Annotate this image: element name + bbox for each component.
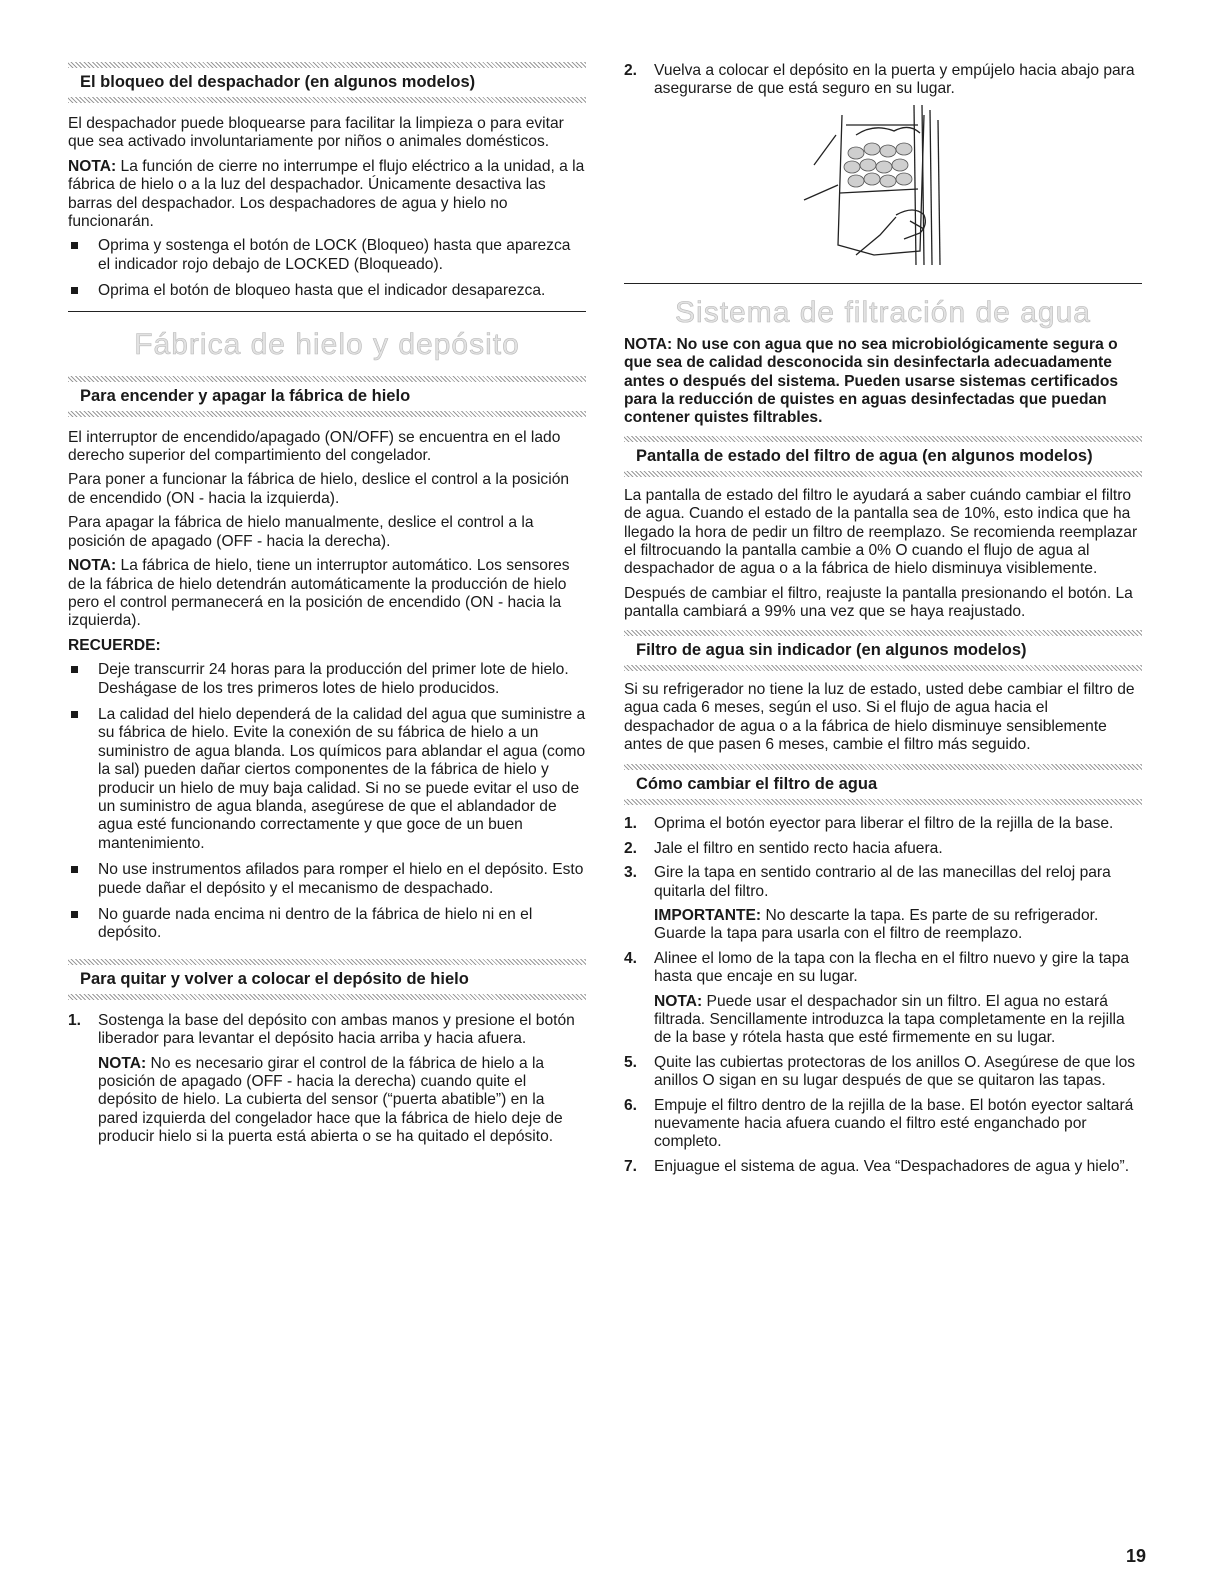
step-note: NOTA: Puede usar el despachador sin un filtro. El agua no estará filtrada. Sencillamente introduzca la tapa completamente en la rejilla de la base y rótela hasta que esté firmemente en su lugar.	[654, 992, 1125, 1047]
ice-bin-illustration	[624, 105, 1142, 265]
list-item: 5. Quite las cubiertas protectoras de los anillos O. Asegúrese de que los anillos O sigan en su lugar después de que se quitaron las tapas.	[624, 1053, 1136, 1090]
ice-bin-drawing	[624, 105, 1142, 265]
lock-paragraph: El despachador puede bloquearse para facilitar la limpieza o para evitar que sea activado involuntariamente por niños o animales domésticos.	[68, 115, 564, 151]
list-item: Oprima y sostenga el botón de LOCK (Bloqueo) hasta que aparezca el indicador rojo debajo de LOCKED (Bloqueado).	[68, 237, 586, 274]
change-steps	[624, 815, 1142, 1176]
onoff-heading: Para encender y apagar la fábrica de hielo	[80, 386, 411, 405]
lock-heading: El bloqueo del despachador (en algunos modelos)	[80, 73, 476, 91]
section-shade	[624, 665, 1142, 671]
bin-note: NOTA: No es necesario girar el control de la fábrica de hielo a la posición de apagado (OFF - hacia la derecha) cuando quite el depósito de hielo. La cubierta del sensor (“puerta abatible”) en la pared izquierda del congelador hace que la fábrica de hielo deje de producir hielo si la puerta está abierta o se ha quitado el depósito.	[98, 1054, 563, 1146]
section-shade	[68, 994, 586, 1000]
list-item: 3. Gire la tapa en sentido contrario al de las manecillas del reloj para quitarla del filtro. IMPORTANTE: No descarte la tapa. Es parte de su refrigerador. Guarde la tapa para usarla con el filtro de reemplazo.	[624, 864, 1142, 944]
bin-heading: Para quitar y volver a colocar el depósito de hielo	[80, 969, 469, 988]
section-shade	[624, 630, 1142, 636]
noind-heading: Filtro de agua sin indicador (en algunos modelos)	[636, 640, 1027, 659]
section-shade	[68, 959, 586, 965]
onoff-paragraph-2: Para poner a funcionar la fábrica de hielo, deslice el control a la posición de encendido (ON - hacia la izquierda).	[68, 471, 570, 507]
recuerde-bullets	[68, 661, 586, 943]
bin-steps-continued	[624, 62, 1142, 99]
list-item: 2. Jale el filtro en sentido recto hacia afuera.	[624, 839, 943, 857]
important-note: IMPORTANTE: No descarte la tapa. Es parte de su refrigerador. Guarde la tapa para usarla con el filtro de reemplazo.	[654, 906, 1099, 943]
section-shade	[624, 436, 1142, 442]
change-heading: Cómo cambiar el filtro de agua	[636, 775, 878, 794]
left-column	[68, 62, 586, 1153]
section-shade	[624, 471, 1142, 477]
onoff-paragraph-1: El interruptor de encendido/apagado (ON/OFF) se encuentra en el lado derecho superior del compartimiento del congelador.	[68, 428, 561, 465]
noind-paragraph: Si su refrigerador no tiene la luz de estado, usted debe cambiar el filtro de agua cada 6 meses, según el uso. Si el flujo de agua hacia el despachador de agua o a la fábrica de hielo disminuye sensiblemente antes de que pasen 6 meses, cambie el filtro más seguido.	[624, 680, 1135, 753]
list-item: No guarde nada encima ni dentro de la fábrica de hielo ni en el depósito.	[68, 906, 586, 943]
right-column	[624, 62, 1142, 1182]
section-shade	[68, 411, 586, 417]
section-shade	[624, 799, 1142, 805]
list-item: 7. Enjuague el sistema de agua. Vea “Despachadores de agua y hielo”.	[624, 1157, 1130, 1175]
list-item: 1. Sostenga la base del depósito con ambas manos y presione el botón liberador para levantar el depósito hacia arriba y hacia afuera. NOTA: No es necesario girar el control de la fábrica de hielo a la posición de apagado (OFF - hacia la derecha) cuando quite el depósito de hielo. La cubierta del sensor (“puerta abatible”) en la pared izquierda del congelador hace que la fábrica de hielo deje de producir hielo si la puerta está abierta o se ha quitado el depósito.	[68, 1012, 586, 1147]
water-section-title: Sistema de filtración de agua	[675, 295, 1091, 329]
list-item: 2. Vuelva a colocar el depósito en la puerta y empújelo hacia abajo para asegurarse de que está seguro en su lugar.	[624, 62, 1135, 98]
onoff-paragraph-3: Para apagar la fábrica de hielo manualmente, deslice el control a la posición de apagado (OFF - hacia la derecha).	[68, 514, 534, 550]
status-paragraph-2: Después de cambiar el filtro, reajuste la pantalla presionando el botón. La pantalla cambiará a 99% una vez que se haya reajustado.	[624, 584, 1133, 621]
list-item: Oprima el botón de bloqueo hasta que el indicador desaparezca.	[68, 282, 586, 300]
section-shade	[68, 376, 586, 382]
recuerde-label: RECUERDE:	[68, 636, 161, 654]
section-rule	[68, 311, 586, 312]
list-item: La calidad del hielo dependerá de la calidad del agua que suministre a su fábrica de hielo. Evite la conexión de su fábrica de hielo a un suministro de agua blanda. Los químicos para ablandar el agua (como la sal) pueden dañar ciertos componentes de la fábrica de hielo y producir un hielo de muy baja calidad. Si no se puede evitar el uso de un suministro de agua blanda, asegúrese de que el ablandador de agua esté funcionando correctamente y que goce de un buen mantenimiento.	[68, 706, 586, 853]
list-item: 6. Empuje el filtro dentro de la rejilla de la base. El botón eyector saltará nuevamente hacia afuera cuando el filtro esté enganchado por completo.	[624, 1096, 1134, 1151]
list-item: No use instrumentos afilados para romper el hielo en el depósito. Esto puede dañar el depósito y el mecanismo de despachado.	[68, 861, 586, 898]
section-shade	[68, 97, 586, 103]
lock-note: NOTA: La función de cierre no interrumpe el flujo eléctrico a la unidad, a la fábrica de hielo o a la luz del despachador. Únicamente desactiva las barras del despachador. Los despachadores de agua y hielo no funcionarán.	[68, 157, 585, 231]
status-paragraph-1: La pantalla de estado del filtro le ayudará a saber cuándo cambiar el filtro de agua. Cuando el estado de la pantalla sea de 10%, esto indica que ha llegado la hora de pedir un filtro de reemplazo. Se recomienda reemplazar el filtrocuando la pantalla cambie a 0% O cuando el flujo de agua al despachador de agua o a la fábrica de hielo disminuya visiblemente.	[624, 486, 1138, 578]
list-item: 1. Oprima el botón eyector para liberar el filtro de la rejilla de la base.	[624, 815, 1114, 833]
list-item: 4. Alinee el lomo de la tapa con la flecha en el filtro nuevo y gire la tapa hasta que encaje en su lugar. NOTA: Puede usar el despachador sin un filtro. El agua no estará filtrada. Sencillamente introduzca la tapa completamente en la rejilla de la base y rótela hasta que esté firmemente en su lugar.	[624, 950, 1142, 1048]
ice-section-title: Fábrica de hielo y depósito	[134, 327, 520, 361]
section-rule	[624, 283, 1142, 284]
list-item: Deje transcurrir 24 horas para la producción del primer lote de hielo. Deshágase de los tres primeros lotes de hielo producidos.	[68, 661, 586, 698]
section-shade	[68, 62, 586, 68]
section-shade	[624, 764, 1142, 770]
page-number: 19	[1125, 1546, 1146, 1566]
water-note: NOTA: No use con agua que no sea microbiológicamente segura o que sea de calidad desconocida sin desinfectarla adecuadamente antes o después del sistema. Pueden usarse sistemas certificados para la reducción de quistes en aguas desinfectadas que puedan contener quistes filtrables.	[624, 335, 1119, 427]
bin-steps	[68, 1012, 586, 1147]
onoff-note: NOTA: La fábrica de hielo, tiene un interruptor automático. Los sensores de la fábrica de hielo detendrán automáticamente la producción de hielo pero el control permanecerá en la posición de encendido (ON - hacia la izquierda).	[68, 557, 570, 630]
lock-bullets	[68, 237, 586, 300]
status-heading: Pantalla de estado del filtro de agua (en algunos modelos)	[636, 446, 1093, 465]
